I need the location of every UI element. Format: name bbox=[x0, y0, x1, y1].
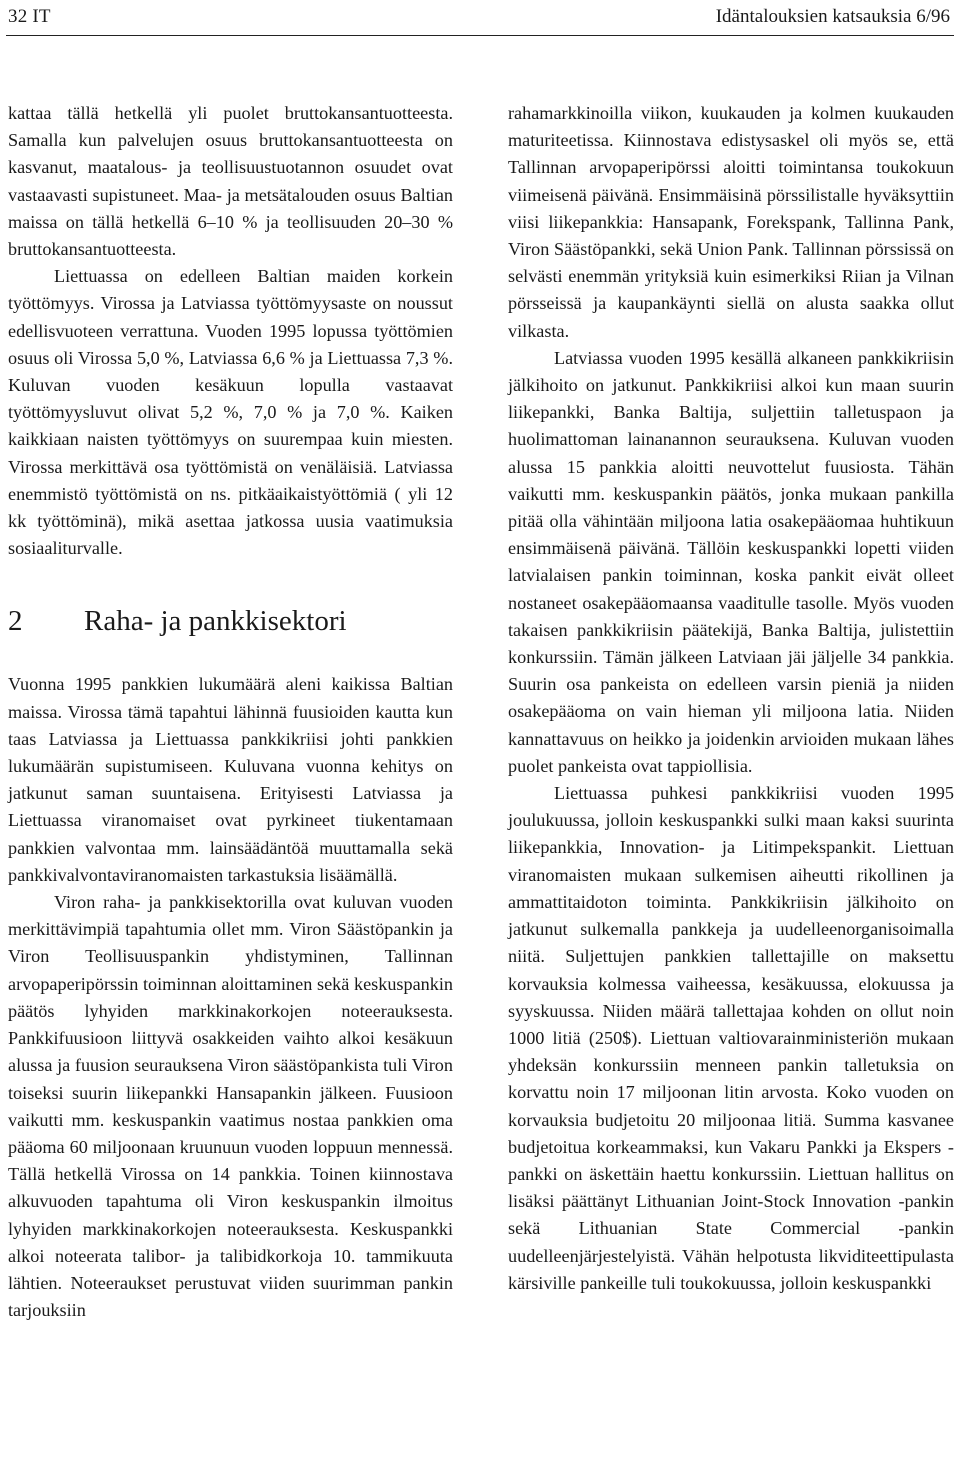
left-column bbox=[8, 100, 453, 1324]
section-title: Raha- ja pankkisektori bbox=[84, 605, 347, 638]
header-divider bbox=[6, 35, 954, 36]
paragraph: rahamarkkinoilla viikon, kuukauden ja kolmen kuukauden maturiteetissa. Kiinnostava edistysaskel oli myös se, että Tallinnan arvopaperipörssi aloitti toimintansa toukokuun viimeisenä päivänä. Ensimmäisinä pörssilistalle hyväksyttiin viisi liikepankkia: Hansapank, Forekspank, Tallinna Pank, Viron Säästöpankki, sekä Union Pank. Tallinnan pörssissä on selvästi enemmän yrityksiä kuin esimerkiksi Riian ja Vilnan pörsseissä ja kaupankäynti siellä on alusta saakka ollut vilkasta. bbox=[508, 103, 954, 341]
section-number: 2 bbox=[8, 605, 23, 638]
page-number-label: 32 IT bbox=[8, 6, 51, 27]
section-heading bbox=[8, 604, 453, 638]
paragraph: Vuonna 1995 pankkien lukumäärä aleni kaikissa Baltian maissa. Virossa tämä tapahtui lähinnä fuusioiden kautta kun taas Latviassa ja Liettuassa pankkikriisi johti pankkien lukumäärän supistumiseen. Kuluvana vuonna kehitys on jatkunut saman suuntaisena. Erityisesti Latviassa ja Liettuassa viranomaiset ovat pyrkineet tiukentamaan pankkien valvontaa mm. lainsäädäntöä muuttamalla sekä pankkivalvontaviranomaisten tarkastuksia lisäämällä. bbox=[8, 674, 453, 885]
paragraph: Viron raha- ja pankkisektorilla ovat kuluvan vuoden merkittävimpiä tapahtumia ollet mm. Viron Säästöpankin ja Viron Teollisuuspankin yhdistyminen, Tallinnan arvopaperipörssin toiminnan aloittaminen sekä keskuspankin päätös lyhyiden markkinakorkojen noteerauksesta. Pankkifuusioon liittyvä osakkeiden vaihto alkoi kesäkuun alussa ja fuusion seurauksena Viron säästöpankista tuli Viron toiseksi suurin liikepankki Hansapankin jälkeen. Fuusioon vaikutti mm. keskuspankin vaatimus nostaa pankkien oma pääoma 60 miljoonaan kruunuun vuoden loppuun mennessä. Tällä hetkellä Virossa on 14 pankkia. Toinen kiinnostava alkuvuoden tapahtuma oli Viron keskuspankin ilmoitus lyhyiden markkinakorkojen noteerauksesta. Keskuspankki alkoi noteerata talibor- ja talibidkorkoja 10. tammikuuta lähtien. Noteeraukset perustuvat viiden suurimman pankin tarjouksiin bbox=[8, 892, 453, 1321]
paragraph: kattaa tällä hetkellä yli puolet bruttokansantuotteesta. Samalla kun palvelujen osuus bruttokansantuotteesta on kasvanut, maatalous- ja teollisuustuotannon osuudet ovat vastaavasti supistuneet. Maa- ja metsätalouden osuus Baltian maissa on tällä hetkellä 6–10 % ja teollisuuden 20–30 % bruttokansantuotteesta. bbox=[8, 103, 453, 260]
publication-title: Idäntalouksien katsauksia 6/96 bbox=[715, 6, 950, 27]
page-header bbox=[0, 0, 960, 40]
paragraph: Latviassa vuoden 1995 kesällä alkaneen pankkikriisin jälkihoito on jatkunut. Pankkikriisi alkoi kun maan suurin liikepankki, Banka Baltija, suljettiin talletuspaon ja huolimattoman lainanannon seurauksena. Kuluvan vuoden alussa 15 pankkia aloitti neuvottelut fuusiosta. Tähän vaikutti mm. keskuspankin päätös, jonka mukaan pankilla pitää olla vähintään miljoona latia osakepääomaa huhtikuun ensimmäisenä päivänä. Tällöin keskuspankki lopetti viiden latvialaisen pankin toiminnan, koska pankit eivät olleet nostaneet osakepääomaansa vaaditulle tasolle. Myös vuoden takaisen pankkikriisin päätekijä, Banka Baltija, julistettiin konkurssiin. Tämän jälkeen Latviaan jäi jäljelle 34 pankkia. Suurin osa pankeista on edelleen varsin pieniä ja niiden osakepääoma on vain hieman yli miljoona latia. Niiden kannattavuus on heikko ja joidenkin arvioiden mukaan lähes puolet pankeista ovat tappiollisia. bbox=[508, 347, 954, 776]
paragraph: Liettuassa puhkesi pankkikriisi vuoden 1995 joulukuussa, jolloin keskuspankki sulki maan kaksi suurinta liikepankkia, Innovation- ja Litimpekspankit. Liettuan viranomaisten mukaan sulkemisen aiheutti rikollinen ja ammattitaidoton toiminta. Pankkikriisin jälkihoito on jatkunut sulkemalla pankkeja ja uudelleenorganisoimalla niitä. Suljettujen pankkien tallettajille on maksettu korvauksia kolmessa vaiheessa, kesäkuussa, elokuussa ja syyskuussa. Niiden määrä tallettajaa kohden on ollut noin 1000 litiä (250$). Liettuan valtiovarainministeriön mukaan yhdeksän konkurssiin menneen pankin talletuksia on korvattu noin 17 miljoonan litin arvosta. Koko vuoden on korvauksia budjetoitu 20 miljoonaa litiä. Summa kasvanee budjetoitua korkeammaksi, kun Vakaru Pankki ja Ekspers -pankki on äskettäin haettu konkurssiin. Liettuan hallitus on lisäksi päättänyt Lithuanian Joint-Stock Innovation -pankin sekä Lithuanian State Commercial -pankin uudelleenjärjestelyistä. Vähän helpotusta likviditeettipulasta kärsiville pankeille tuli toukokuussa, jolloin keskuspankki bbox=[508, 783, 954, 1293]
right-column bbox=[508, 100, 954, 1297]
paragraph: Liettuassa on edelleen Baltian maiden korkein työttömyys. Virossa ja Latviassa työttömyysaste on noussut edellisvuoteen verrattuna. Vuoden 1995 lopussa työttömien osuus oli Virossa 5,0 %, Latviassa 6,6 % ja Liettuassa 7,3 %. Kuluvan vuoden kesäkuun lopulla vastaavat työttömyysluvut olivat 5,2 %, 7,0 % ja 7,0 %. Kaiken kaikkiaan naisten työttömyys on suurempaa kuin miesten. Virossa merkittävä osa työttömistä on venäläisiä. Latviassa enemmistö työttömistä on ns. pitkäaikaistyöttömiä ( yli 12 kk työttöminä), mikä asettaa jatkossa uusia vaatimuksia sosiaaliturvalle. bbox=[8, 266, 453, 559]
